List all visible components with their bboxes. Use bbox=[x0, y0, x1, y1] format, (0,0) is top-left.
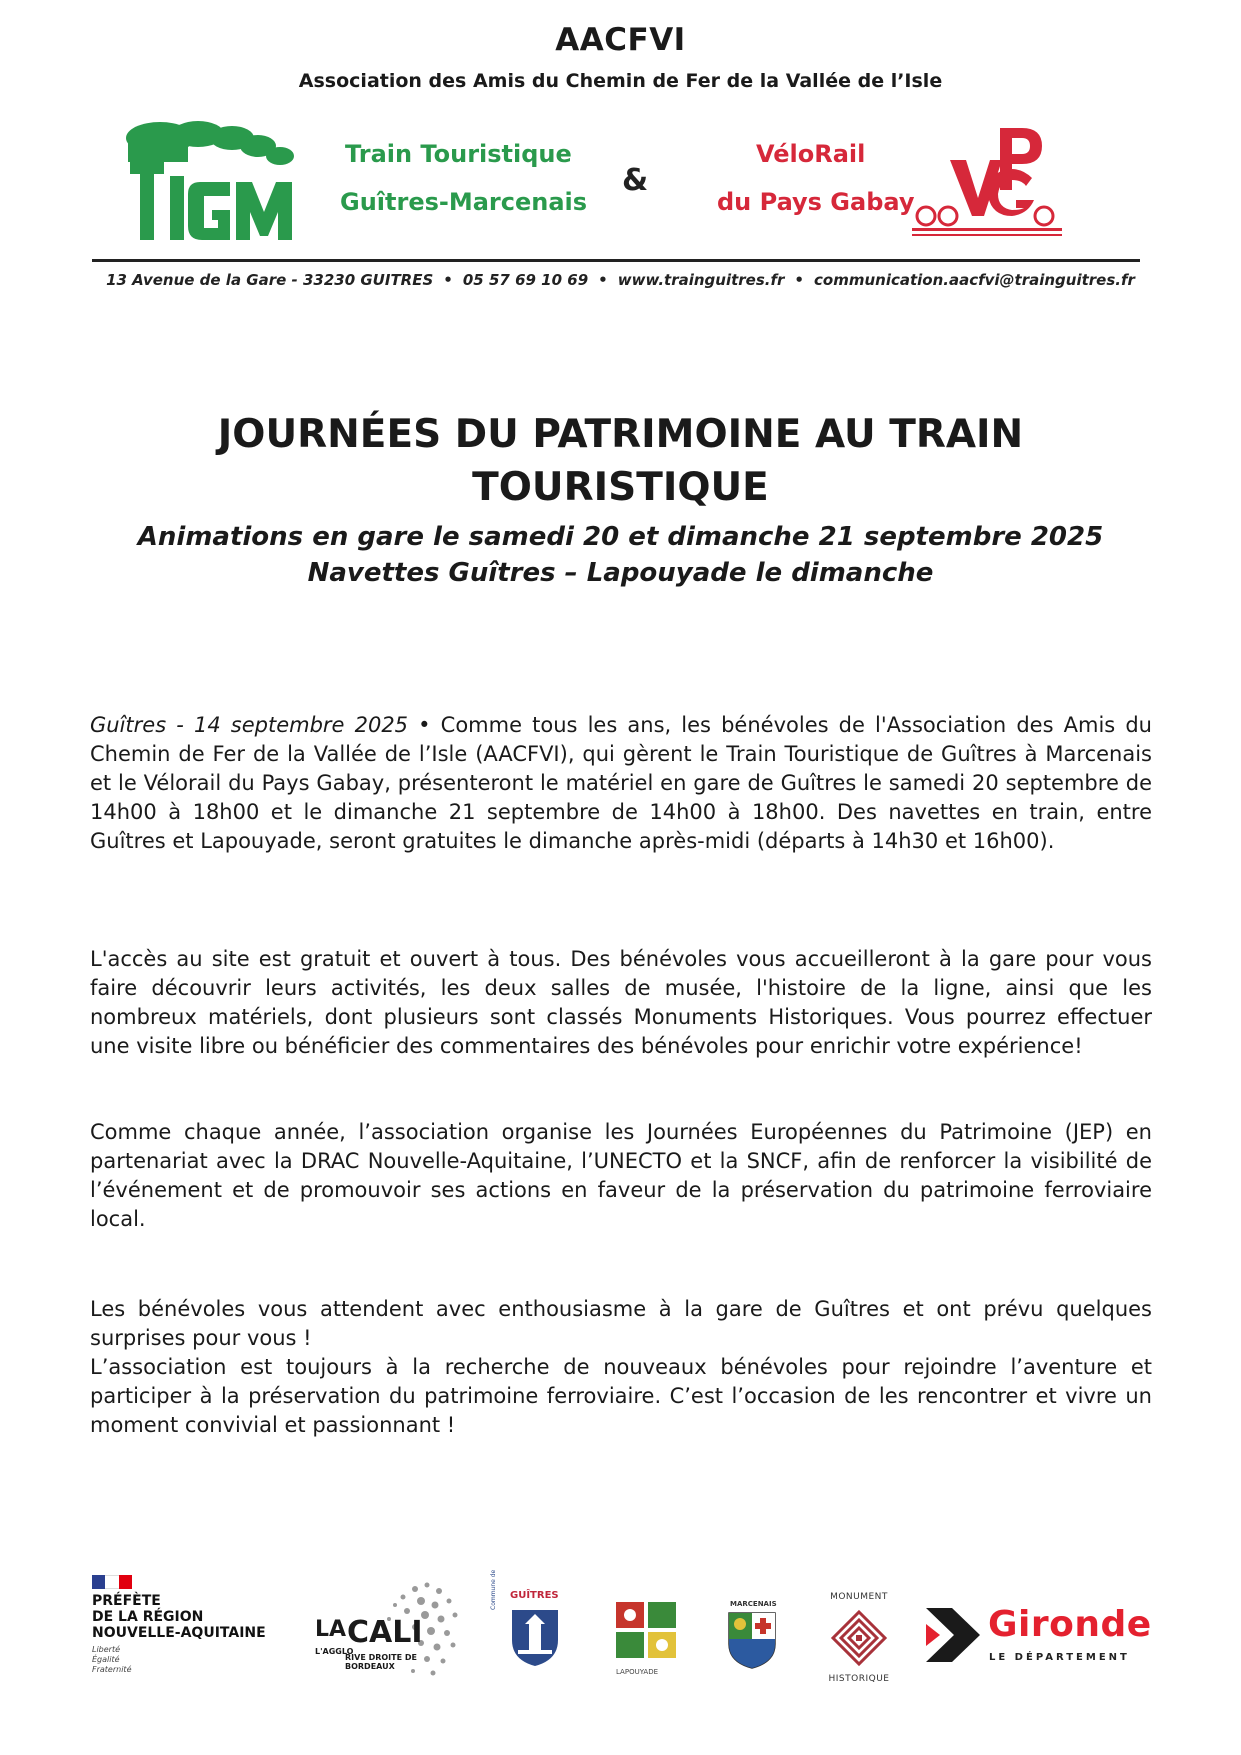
contact-separator: • bbox=[794, 271, 804, 289]
marcenais-name: MARCENAIS bbox=[730, 1600, 777, 1608]
lapouyade-emblem-icon bbox=[612, 1598, 682, 1662]
guitres-commune-de: Commune de bbox=[490, 1569, 497, 1610]
lacali-rive: RIVE DROITE DE BORDEAUX bbox=[345, 1653, 417, 1671]
subtitle-animations: Animations en gare le samedi 20 et dimanche 21 septembre 2025 bbox=[137, 522, 1104, 552]
paragraph-partnership: Comme chaque année, l’association organise les Journées Européennes du Patrimoine (JEP) en partenariat avec la DRAC Nouvelle-Aquitaine, l’UNECTO et la SNCF, afin de renforcer la visibilité de l’événement et de promouvoir ses actions en faveur de la préservation du patrimoine ferroviaire local. bbox=[90, 1120, 1152, 1231]
contact-website[interactable]: www.trainguitres.fr bbox=[617, 271, 785, 289]
prefet-line1: PRÉFÈTE bbox=[92, 1593, 161, 1609]
guitres-name: GUÎTRES bbox=[510, 1590, 559, 1601]
marcenais-logo bbox=[726, 1600, 778, 1670]
dateline: Guîtres - 14 septembre 2025 bbox=[90, 713, 409, 737]
association-full-name: Association des Amis du Chemin de Fer de la Vallée de l’Isle bbox=[298, 70, 943, 92]
prefet-line3: NOUVELLE-AQUITAINE bbox=[92, 1625, 266, 1641]
lacali-la: LA bbox=[315, 1617, 347, 1642]
motto-liberte: Liberté bbox=[92, 1645, 121, 1654]
prefet-line2: DE LA RÉGION bbox=[92, 1609, 204, 1625]
contact-separator: • bbox=[443, 271, 453, 289]
velorail-logo bbox=[912, 120, 1062, 240]
gironde-sub: LE DÉPARTEMENT bbox=[989, 1652, 1130, 1663]
monument-historique-logo bbox=[820, 1592, 898, 1684]
paragraph-intro bbox=[90, 711, 1152, 856]
lacali-logo bbox=[315, 1575, 465, 1685]
marcenais-shield-icon bbox=[726, 1610, 778, 1670]
marianne-flag-icon bbox=[92, 1575, 132, 1589]
guitres-marcenais-label: Guîtres-Marcenais bbox=[340, 188, 588, 216]
contact-line bbox=[0, 271, 1241, 289]
lapouyade-name: LAPOUYADE bbox=[616, 1668, 659, 1676]
gironde-arrow-icon bbox=[922, 1602, 984, 1668]
monument-bottom: HISTORIQUE bbox=[828, 1674, 890, 1684]
paragraph-welcome: Les bénévoles vous attendent avec enthousiasme à la gare de Guîtres et ont prévu quelques surprises pour vous ! bbox=[90, 1297, 1152, 1350]
main-title-line1: JOURNÉES DU PATRIMOINE AU TRAIN bbox=[217, 412, 1024, 457]
lapouyade-logo bbox=[612, 1598, 682, 1676]
contact-phone: 05 57 69 10 69 bbox=[462, 271, 589, 289]
monument-top: MONUMENT bbox=[830, 1592, 888, 1602]
contact-address: 13 Avenue de la Gare - 33230 GUITRES bbox=[106, 271, 434, 289]
motto-fraternite: Fraternité bbox=[92, 1665, 132, 1674]
association-acronym: AACFVI bbox=[555, 22, 686, 58]
subtitle-navettes: Navettes Guîtres – Lapouyade le dimanche bbox=[307, 558, 934, 588]
lacali-agglo: L'AGGLO bbox=[315, 1647, 354, 1656]
header-divider bbox=[92, 259, 1140, 262]
tigm-logo bbox=[120, 120, 310, 242]
guitres-logo bbox=[490, 1569, 568, 1670]
motto-egalite: Égalité bbox=[92, 1655, 120, 1664]
labyrinth-icon bbox=[829, 1608, 889, 1668]
contact-separator: • bbox=[598, 271, 608, 289]
paragraph-recruitment: L’association est toujours à la recherche de nouveaux bénévoles pour rejoindre l’aventure et participer à la préservation du patrimoine ferroviaire. C’est l’occasion de les rencontrer et vivre un moment convivial et passionnant ! bbox=[90, 1355, 1152, 1437]
lacali-cali: CALI bbox=[347, 1615, 423, 1650]
prefecture-logo bbox=[92, 1575, 282, 1675]
contact-email[interactable]: communication.aacfvi@trainguitres.fr bbox=[814, 271, 1135, 289]
guitres-shield-icon bbox=[508, 1606, 562, 1668]
main-title-line2: TOURISTIQUE bbox=[472, 465, 769, 510]
train-touristique-label: Train Touristique bbox=[345, 140, 572, 168]
pays-gabay-label: du Pays Gabay bbox=[717, 188, 915, 216]
paragraph-intro-text: • Comme tous les ans, les bénévoles de l'Association des Amis du Chemin de Fer de la Vallée de l’Isle (AACFVI), qui gèrent le Train Touristique de Guîtres à Marcenais et le Vélorail du Pays Gabay, présenteront le matériel en gare de Guîtres le samedi 20 septembre de 14h00 à 18h00 et le dimanche 21 septembre de 14h00 à 18h00. Des navettes en train, entre Guîtres et Lapouyade, seront gratuites le dimanche après-midi (départs à 14h30 et 16h00). bbox=[90, 713, 1152, 853]
ampersand: & bbox=[622, 163, 649, 198]
velorail-label: VéloRail bbox=[756, 140, 866, 168]
paragraph-access: L'accès au site est gratuit et ouvert à tous. Des bénévoles vous accueilleront à la gare pour vous faire découvrir leurs activités, les deux salles de musée, l'histoire de la ligne, ainsi que les nombreux matériels, dont plusieurs sont classés Monuments Historiques. Vous pourrez effectuer une visite libre ou bénéficier des commentaires des bénévoles pour enrichir votre expérience! bbox=[90, 947, 1152, 1058]
gironde-name: Gironde bbox=[988, 1604, 1152, 1645]
gironde-logo bbox=[922, 1602, 1152, 1672]
